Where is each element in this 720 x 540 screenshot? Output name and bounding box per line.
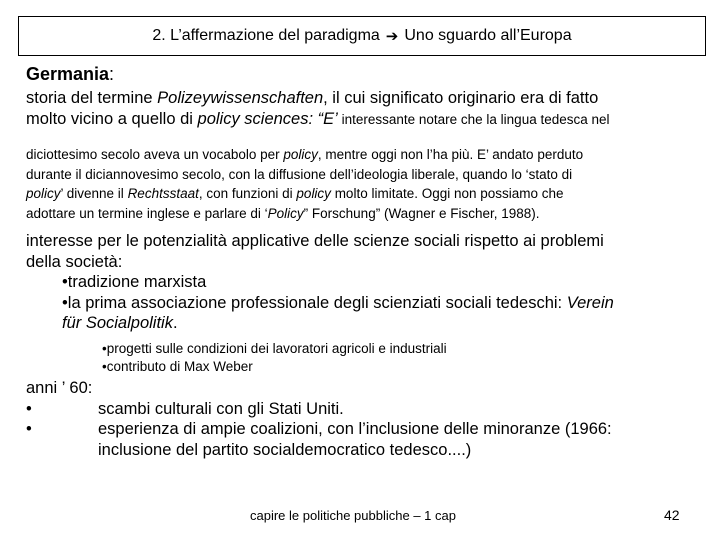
text-run: ’ divenne il — [60, 186, 128, 201]
anni-item-1-text: scambi culturali con gli Stati Uniti. — [98, 399, 344, 418]
title-right: Uno sguardo all’Europa — [404, 27, 572, 44]
germania-heading-text: Germania — [26, 64, 110, 84]
page-number: 42 — [664, 507, 680, 523]
text-run-italic: für Socialpolitik — [62, 314, 173, 333]
text-run: , con funzioni di — [198, 186, 297, 201]
text-run: molto limitate. Oggi non possiamo che — [330, 186, 564, 201]
anni-60-block — [26, 378, 612, 460]
sub-bullet-item: •progetti sulle condizioni dei lavoratori agricoli e industriali — [102, 341, 447, 356]
text-run: storia del termine — [26, 89, 158, 107]
text-run: interessante notare che la lingua tedesca nel — [337, 112, 610, 127]
anni-heading: anni ’ 60: — [26, 379, 93, 397]
text-run: . — [172, 314, 178, 333]
text-run: •la prima associazione professionale degli scienziati sociali tedeschi: — [62, 293, 567, 312]
bullet-icon: • — [26, 399, 32, 418]
sub-bullet-item: •contributo di Max Weber — [102, 359, 253, 374]
bullet-professional-association-cont — [26, 313, 614, 334]
sub-bullet-list — [102, 340, 447, 376]
text-run-italic: Policy — [267, 205, 304, 221]
interesse-line-1: interesse per le potenzialità applicative delle scienze sociali rispetto ai problemi — [26, 232, 604, 250]
text-run: , il cui significato originario era di fatto — [323, 89, 599, 107]
text-run-italic: Polizeywissenschaften — [157, 89, 324, 107]
interesse-line-2: della società: — [26, 252, 123, 271]
text-run: adottare un termine inglese e parlare di ‘ — [26, 205, 268, 221]
anni-item-2-text: esperienza di ampie coalizioni, con l’inclusione delle minoranze (1966: — [98, 420, 612, 439]
text-run-italic: policy sciences: “E’ — [197, 110, 338, 128]
germania-heading — [26, 64, 114, 85]
para2-line-2: durante il diciannovesimo secolo, con la diffusione dell’ideologia liberale, quando lo ‘stato di — [26, 166, 573, 182]
text-run: molto vicino a quello di — [26, 110, 198, 128]
text-run-italic: policy — [283, 147, 318, 162]
bullet-professional-association — [26, 293, 614, 314]
bullet-marxist-tradition: •tradizione marxista — [62, 273, 207, 292]
para2-line-1 — [26, 145, 583, 165]
text-run-italic: Rechtsstaat — [127, 186, 199, 201]
right-arrow-icon: ➔ — [385, 28, 399, 45]
text-run: , mentre oggi non l’ha più. E’ andato perduto — [317, 147, 584, 162]
para1-line-2 — [26, 109, 610, 130]
title-left: 2. L’affermazione del paradigma — [152, 27, 380, 44]
slide-title-box — [18, 16, 706, 56]
text-run-italic: policy — [26, 186, 61, 201]
germania-paragraph-2 — [26, 145, 583, 223]
text-run-italic: Verein — [566, 293, 614, 312]
anni-item-2-text-cont: inclusione del partito socialdemocratico tedesco....) — [98, 440, 472, 459]
germania-colon: : — [109, 64, 115, 84]
text-run-italic: policy — [296, 186, 331, 201]
para1-line-1 — [26, 88, 610, 109]
germania-paragraph-1 — [26, 88, 610, 130]
footer-text: capire le politiche pubbliche – 1 cap — [250, 508, 456, 523]
anni-item-2 — [26, 419, 612, 440]
anni-item-2-cont — [26, 440, 612, 461]
para2-line-4 — [26, 204, 583, 224]
bullet-icon: • — [26, 420, 32, 439]
interesse-block — [26, 231, 614, 334]
anni-item-1 — [26, 399, 612, 420]
text-run: ” Forschung” (Wagner e Fischer, 1988). — [303, 205, 540, 221]
text-run: diciottesimo secolo aveva un vocabolo per — [26, 147, 284, 162]
para2-line-3 — [26, 184, 583, 204]
bullet-spacer — [26, 440, 98, 461]
